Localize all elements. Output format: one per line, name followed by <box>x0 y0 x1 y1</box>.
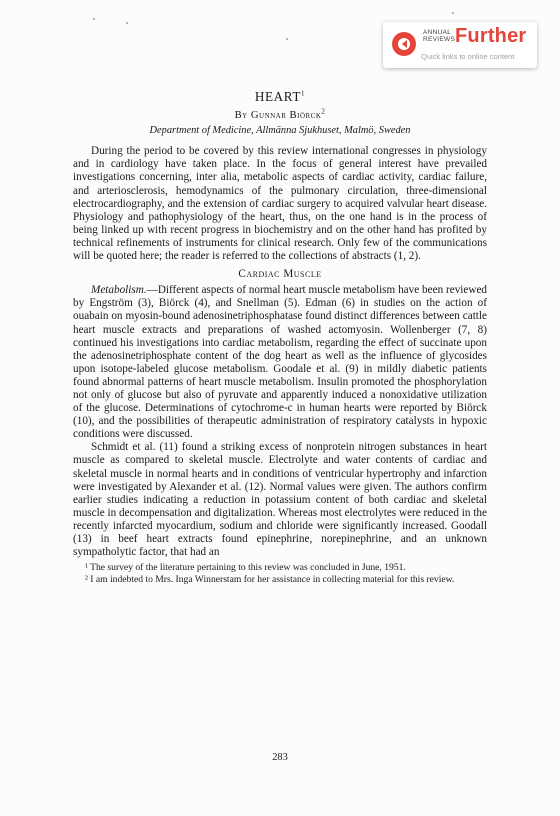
banner-brand-bottom: REVIEWS <box>423 36 456 43</box>
scan-speck <box>286 38 288 40</box>
intro-paragraph: During the period to be covered by this review international congresses in physiology and in cardiology have taken place. In the focus of general interest have prevailed investigations concerning, inter alia, metabolic aspects of cardiac activity, cardiac failure, and arteriosclerosis, hemodynamics of the pulmonary circulation, three-dimensional electrocardiography, and the extension of cardiac surgery to acquired valvular heart disease. Physiology and pathophysiology of the heart, thus, on the one hand is in the process of being linked up with recent progress in biochemistry and on the other hand has profited by technical refinements of instruments for clinical research. Only few of the communications will be quoted here; the reader is referred to the collections of abstracts (1, 2). <box>73 145 487 263</box>
page-number: 283 <box>272 752 288 763</box>
title-footnote-mark: 1 <box>301 89 306 98</box>
scan-speck <box>452 12 454 14</box>
banner-brand-top: ANNUAL <box>423 29 452 36</box>
article-page <box>73 90 487 585</box>
further-banner[interactable] <box>383 22 537 68</box>
article-title <box>73 90 487 103</box>
author-footnote-mark: 2 <box>321 107 326 116</box>
scan-speck <box>93 18 95 20</box>
banner-brand <box>423 29 455 43</box>
article-author-text: By Gunnar Biörck <box>234 110 322 122</box>
section-heading: Cardiac Muscle <box>238 268 322 281</box>
annual-reviews-logo-icon <box>392 32 416 56</box>
metabolism-text: —Different aspects of normal heart muscle metabolism have been reviewed by Engström (3), Biörck (4), and Snellman (5). Edman (6) in studies on the action of ouabain on myosin-bound adenosinetriphosphatase found distinct differences between cattle heart muscle extracts and preparations of washed actomyosin. Wollenberger (7, 8) continued his investigations into cardiac metabolism, regarding the effect of succinate upon the adenosinetriphosphate content of the dog heart as well as the influence of glycosides upon isotope-labeled glucose metabolism. Goodale et al. (9) in mildly diabetic patients found abnormal patterns of heart muscle metabolism. Insulin promoted the phosphorylation not only of glucose but also of pyruvate and apparently induced a nonoxidative utilization of the glucose. Determinations of cytochrome-c in human hearts were reported by Biörck (10), and the possibilities of therapeutic administration of respiratory catalysts in hypoxic conditions were discussed. <box>73 284 487 441</box>
logo-play-mark <box>402 40 407 48</box>
footnotes <box>73 562 487 585</box>
footnote-2: ² I am indebted to Mrs. Inga Winnerstam for her assistance in collecting material for this review. <box>85 573 455 585</box>
banner-further-word: Further <box>455 25 527 47</box>
metabolism-runin-heading: Metabolism. <box>91 284 147 297</box>
article-author <box>73 109 487 122</box>
footnote-1: ¹ The survey of the literature pertaining to this review was concluded in June, 1951. <box>85 562 406 574</box>
banner-subtitle: Quick links to online content <box>421 52 515 61</box>
article-title-text: HEART <box>254 89 302 104</box>
schmidt-paragraph: Schmidt et al. (11) found a striking excess of nonprotein nitrogen substances in heart muscle as compared to skeletal muscle. Electrolyte and water contents of cardiac and skeletal muscle in normal hearts and in conditions of ventricular hypertrophy and infarction were investigated by Alexander et al. (12). Normal values were given. The authors confirm earlier studies indicating a reduction in potassium content of both cardiac and skeletal muscle in decompensation and digitalization. Whereas most electrolytes were reduced in the recently infarcted myocardium, sodium and chloride were significantly increased. Goodall (13) in beef heart extracts found epinephrine, norepinephrine, and an unknown sympatholytic factor, that had an <box>73 441 487 559</box>
article-department: Department of Medicine, Allmänna Sjukhuset, Malmö, Sweden <box>149 125 411 137</box>
metabolism-paragraph <box>73 284 487 441</box>
scan-speck <box>126 22 128 24</box>
